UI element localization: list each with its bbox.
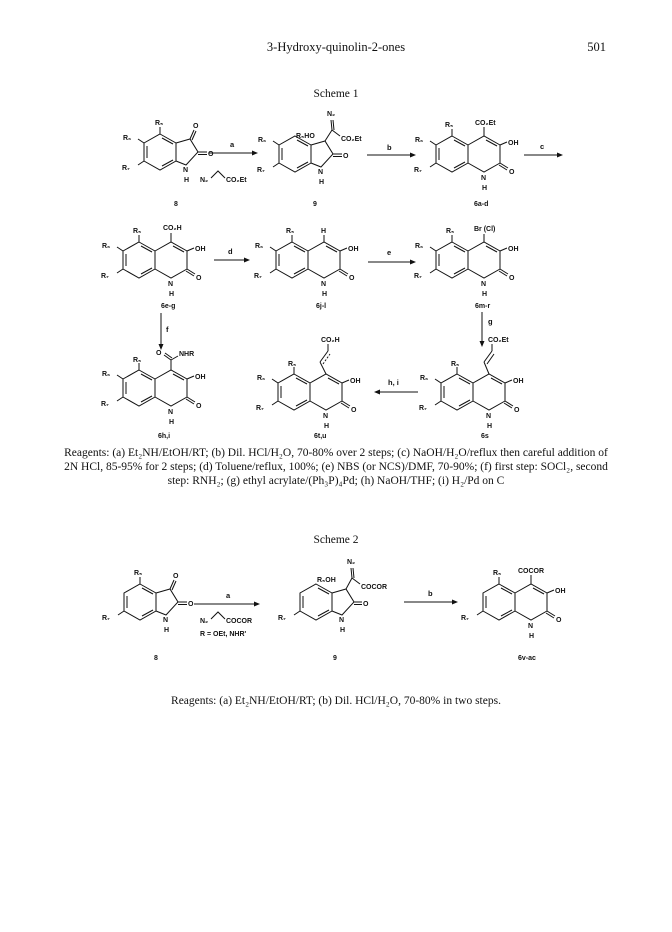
s2-structure-9 — [294, 568, 362, 620]
s1-6hi-oh: OH — [195, 374, 206, 381]
s1-6mr-r7: R₇ — [414, 273, 422, 280]
s1-6ad-o: O — [509, 169, 515, 176]
structure-9 — [273, 120, 342, 172]
s1-9-o: O — [343, 153, 349, 160]
s1-6hi-r5: R₅ — [133, 357, 142, 364]
s1-6tu-r6: R₆ — [257, 375, 266, 382]
s1-arrow-f-label: f — [166, 325, 169, 334]
s1-6eg-r5: R₅ — [133, 228, 142, 235]
s1-9-n2: N₂ — [327, 111, 336, 118]
s2-8-o1: O — [173, 573, 179, 580]
s1-6s-oh: OH — [513, 378, 524, 385]
s1-6tu-r7: R₇ — [256, 405, 264, 412]
s1-6ad-r5: R₅ — [445, 122, 454, 129]
s1-6tu-co2h: CO₂H — [321, 337, 340, 344]
s2-structure-6v-ac — [477, 575, 555, 620]
s1-6jl-oh: OH — [348, 246, 359, 253]
s1-8-o2: O — [208, 151, 214, 158]
s1-6eg-r6: R₆ — [102, 243, 111, 250]
s2-compound-label-9: 9 — [333, 655, 337, 662]
s1-arrow-a-label: a — [230, 140, 235, 149]
s1-arrow-e-label: e — [387, 248, 392, 257]
s1-6s-n: N — [486, 413, 492, 420]
s1-8-r6: R₆ — [123, 135, 132, 142]
s2-9-n2: N₂ — [347, 559, 356, 566]
s1-6ad-r6: R₆ — [415, 137, 424, 144]
structure-6j-l — [270, 235, 348, 278]
compound-label-9: 9 — [313, 201, 317, 208]
s1-6eg-co2h: CO₂H — [163, 225, 182, 232]
compound-label-6a-d: 6a-d — [474, 201, 489, 208]
structure-6e-g — [117, 233, 195, 278]
s2-arrow-a-label: a — [226, 591, 231, 600]
s1-6ad-r7: R₇ — [414, 167, 422, 174]
page-number: 501 — [587, 40, 606, 54]
structure-6s — [435, 344, 513, 410]
s1-9-r7: R₇ — [257, 167, 265, 174]
s1-6eg-oh: OH — [195, 246, 206, 253]
s1-6hi-o-amide: O — [156, 350, 162, 357]
structure-6h-i — [117, 353, 195, 406]
s1-6eg-n: N — [168, 281, 174, 288]
s1-6tu-h: H — [324, 423, 330, 430]
s1-6s-r7: R₇ — [419, 405, 427, 412]
s1-6hi-o: O — [196, 403, 202, 410]
s1-9-r5ho: R₅HO — [296, 133, 315, 140]
compound-label-6t-u: 6t,u — [314, 433, 327, 440]
s1-6s-h: H — [487, 423, 493, 430]
s1-reagent-n2: N₂ — [200, 177, 209, 184]
s1-8-r7: R₇ — [122, 165, 130, 172]
s1-6ad-co2et: CO₂Et — [475, 120, 496, 127]
s1-6ad-oh: OH — [508, 140, 519, 147]
s2-structure-8 — [118, 577, 187, 620]
compound-label-6j-l: 6j-l — [316, 303, 327, 310]
s2-9-r5oh: R₅OH — [317, 577, 336, 584]
s2-8-n: N — [163, 617, 169, 624]
s2-6vac-o: O — [556, 617, 562, 624]
s1-6mr-h: H — [482, 291, 488, 298]
s1-6jl-h-top: H — [321, 228, 327, 235]
s1-6tu-oh: OH — [350, 378, 361, 385]
s2-9-h: H — [340, 627, 346, 634]
s2-6vac-oh: OH — [555, 588, 566, 595]
s1-6tu-n: N — [323, 413, 329, 420]
s1-8-h: H — [184, 177, 190, 184]
s1-6s-o: O — [514, 407, 520, 414]
s1-9-co2et: CO₂Et — [341, 136, 362, 143]
s1-arrow-hi-label: h, i — [388, 378, 399, 387]
s1-8-o1: O — [193, 123, 199, 130]
s1-6s-co2et: CO₂Et — [488, 337, 509, 344]
s1-8-n: N — [183, 167, 189, 174]
s1-6ad-n: N — [481, 175, 487, 182]
s2-reagent-n2: N₂ — [200, 618, 209, 625]
s1-6jl-o: O — [349, 275, 355, 282]
s1-6mr-r6: R₆ — [415, 243, 424, 250]
s1-6jl-r5: R₅ — [286, 228, 295, 235]
s1-6mr-n: N — [481, 281, 487, 288]
scheme2-diagram — [0, 556, 672, 666]
s1-6eg-r7: R₇ — [101, 273, 109, 280]
s1-8-r5: R₅ — [155, 120, 164, 127]
s1-arrow-c-label: c — [540, 142, 545, 151]
s1-6eg-o: O — [196, 275, 202, 282]
s1-6hi-nhr: NHR — [179, 351, 195, 358]
scheme1-title: Scheme 1 — [313, 88, 359, 100]
s1-6hi-n: N — [168, 409, 174, 416]
s1-6mr-o: O — [509, 275, 515, 282]
structure-6a-d — [430, 127, 508, 172]
s1-6jl-r6: R₆ — [255, 243, 264, 250]
s1-6eg-h: H — [169, 291, 175, 298]
compound-label-6s: 6s — [481, 433, 489, 440]
scheme1-reagents: Reagents: (a) Et₂NH/EtOH/RT; (b) Dil. HCl/H₂O, 70-80% over 2 steps; (c) NaOH/H₂O/reflux then careful addition of 2N HCl, 85-95% for 2 steps; (d) Toluene/reflux, 100%; (e) NBS (or NCS)/DMF, 70-90%; (f) first step: SOCl₂, second step: RNH₂; (g) ethyl acrylate/(Ph₃P)₄Pd; (h) NaOH/THF; (i) H₂/Pd on C — [64, 447, 608, 487]
running-title: 3-Hydroxy-quinolin-2-ones — [266, 40, 406, 54]
s1-6jl-h: H — [322, 291, 328, 298]
s1-9-h: H — [319, 179, 325, 186]
s1-9-n: N — [318, 169, 324, 176]
s2-9-o: O — [363, 601, 369, 608]
s2-8-h: H — [164, 627, 170, 634]
s2-6vac-r7: R₇ — [461, 615, 469, 622]
s1-arrow-g-label: g — [488, 317, 493, 326]
s2-reagent-r: R = OEt, NHR' — [200, 631, 247, 638]
s2-6vac-h: H — [529, 633, 535, 640]
s1-6hi-r7: R₇ — [101, 401, 109, 408]
s1-6jl-n: N — [321, 281, 327, 288]
s1-6jl-r7: R₇ — [254, 273, 262, 280]
s2-compound-label-8: 8 — [154, 655, 158, 662]
structure-6m-r — [430, 234, 508, 278]
s1-6hi-r6: R₆ — [102, 371, 111, 378]
s1-6s-r5: R₅ — [451, 361, 460, 368]
s2-8-o2: O — [188, 601, 194, 608]
compound-label-6e-g: 6e-g — [161, 303, 176, 310]
s1-6s-r6: R₆ — [420, 375, 429, 382]
s2-6vac-cocor: COCOR — [518, 568, 545, 575]
s2-reagent-cocor: COCOR — [226, 618, 253, 625]
scheme2-reagents: Reagents: (a) Et₂NH/EtOH/RT; (b) Dil. HCl/H₂O, 70-80% in two steps. — [171, 695, 501, 707]
s2-9-r7: R₇ — [278, 615, 286, 622]
structure-8 — [138, 127, 207, 170]
s2-6vac-n: N — [528, 623, 534, 630]
structure-6t-u — [272, 344, 350, 410]
compound-label-6h-i: 6h,i — [158, 433, 171, 440]
s1-arrow-d-label: d — [228, 247, 233, 256]
s1-arrow-b-label: b — [387, 143, 392, 152]
s1-6tu-r5: R₅ — [288, 361, 297, 368]
s2-9-n: N — [339, 617, 345, 624]
s1-9-r6: R₆ — [258, 137, 267, 144]
s2-arrow-b-label: b — [428, 589, 433, 598]
s1-reagent-co2et: CO₂Et — [226, 177, 247, 184]
s2-6vac-r5: R₅ — [493, 570, 502, 577]
scheme2-title: Scheme 2 — [313, 534, 359, 546]
s1-6tu-o: O — [351, 407, 357, 414]
s2-9-cocor: COCOR — [361, 584, 388, 591]
s2-compound-label-6v-ac: 6v-ac — [518, 655, 536, 662]
s1-6ad-h: H — [482, 185, 488, 192]
s1-6mr-brcl: Br (Cl) — [474, 226, 496, 233]
s2-8-r5: R₅ — [134, 570, 143, 577]
s2-8-r7: R₇ — [102, 615, 110, 622]
s1-6mr-r5: R₅ — [446, 228, 455, 235]
s1-6mr-oh: OH — [508, 246, 519, 253]
compound-label-6m-r: 6m-r — [475, 303, 491, 310]
scheme1-diagram — [0, 108, 672, 442]
s1-6hi-h: H — [169, 419, 175, 426]
compound-label-8: 8 — [174, 201, 178, 208]
